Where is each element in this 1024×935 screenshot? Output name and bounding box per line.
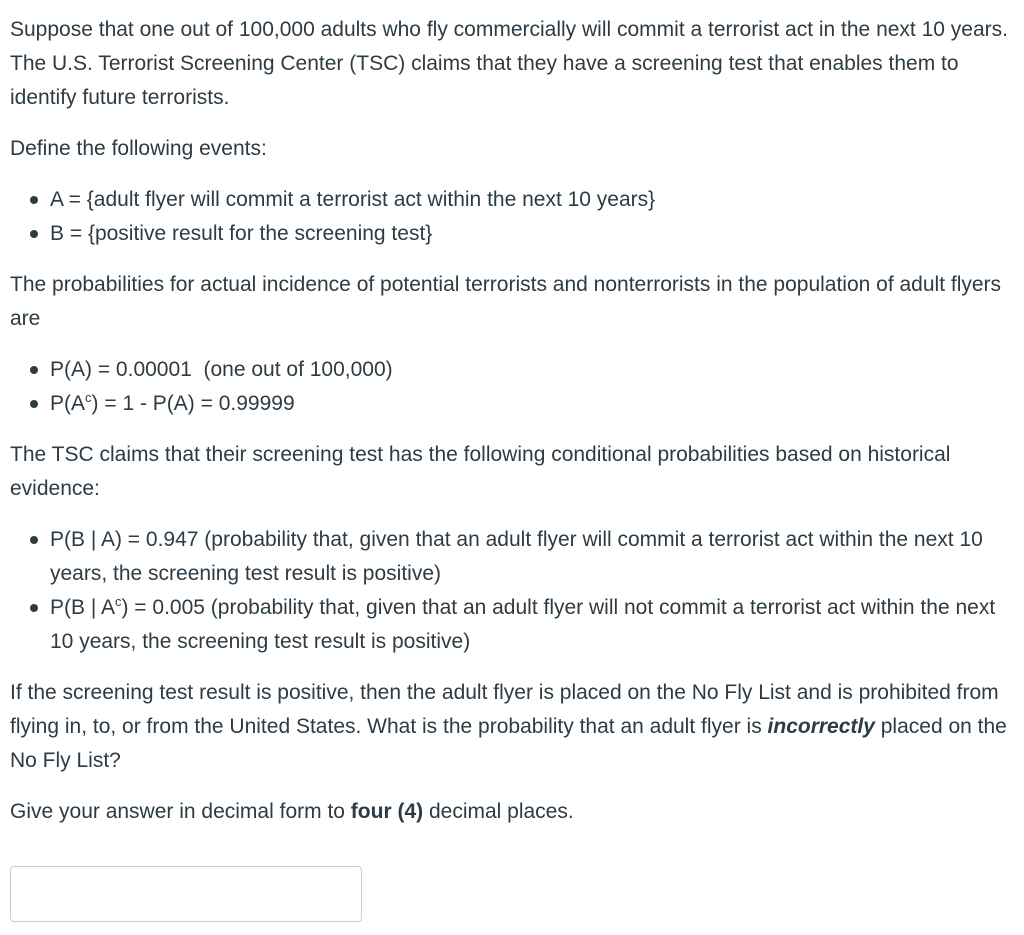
cond-b-given-a: P(B | A) = 0.947 (probability that, given that an adult flyer will commit a terrorist act within the next 10 years, the screening test result is positive) — [50, 523, 1014, 591]
prob-a: P(A) = 0.00001 (one out of 100,000) — [50, 353, 1014, 387]
conditional-intro: The TSC claims that their screening test has the following conditional probabilities based on historical evidence: — [10, 443, 951, 500]
prob-a-complement — [50, 387, 1014, 421]
cond-b-given-ac-suffix: ) = 0.005 (probability that, given that an adult flyer will not commit a terrorist act within the next 10 years, the screening test result is positive) — [50, 596, 996, 653]
complement-superscript: c — [85, 390, 92, 405]
question-intro: Suppose that one out of 100,000 adults who fly commercially will commit a terrorist act in the next 10 years. The U.S. Terrorist Screening Center (TSC) claims that they have a screening test that enables them to identify future terrorists. — [10, 18, 1008, 109]
probabilities-intro: The probabilities for actual incidence of potential terrorists and nonterrorists in the population of adult flyers are — [10, 273, 1002, 330]
cond-b-given-ac-prefix: P(B | A — [50, 596, 115, 619]
answer-input[interactable] — [10, 866, 362, 922]
define-events-heading: Define the following events: — [10, 137, 267, 160]
answer-instruction — [10, 795, 1014, 829]
question-prompt-emphasis: incorrectly — [767, 715, 875, 738]
events-list — [10, 183, 1014, 251]
instruction-after: decimal places. — [423, 800, 574, 823]
prob-a-complement-suffix: ) = 1 - P(A) = 0.99999 — [91, 392, 295, 415]
question-prompt — [10, 676, 1014, 778]
event-a: A = {adult flyer will commit a terrorist act within the next 10 years} — [50, 183, 1014, 217]
prob-a-complement-prefix: P(A — [50, 392, 86, 415]
conditional-list — [10, 523, 1014, 659]
cond-b-given-a-complement — [50, 591, 1014, 659]
complement-superscript: c — [114, 594, 122, 609]
question-prompt-before: If the screening test result is positive, then the adult flyer is placed on the No Fly List and is prohibited from flying in, to, or from the United States. What is the probability that an adult flyer is — [10, 681, 999, 738]
question-prompt-after: placed on the No Fly List? — [10, 715, 1007, 772]
instruction-bold: four (4) — [350, 800, 424, 823]
event-b: B = {positive result for the screening test} — [50, 217, 1014, 251]
probabilities-list — [10, 353, 1014, 421]
instruction-before: Give your answer in decimal form to — [10, 800, 351, 823]
